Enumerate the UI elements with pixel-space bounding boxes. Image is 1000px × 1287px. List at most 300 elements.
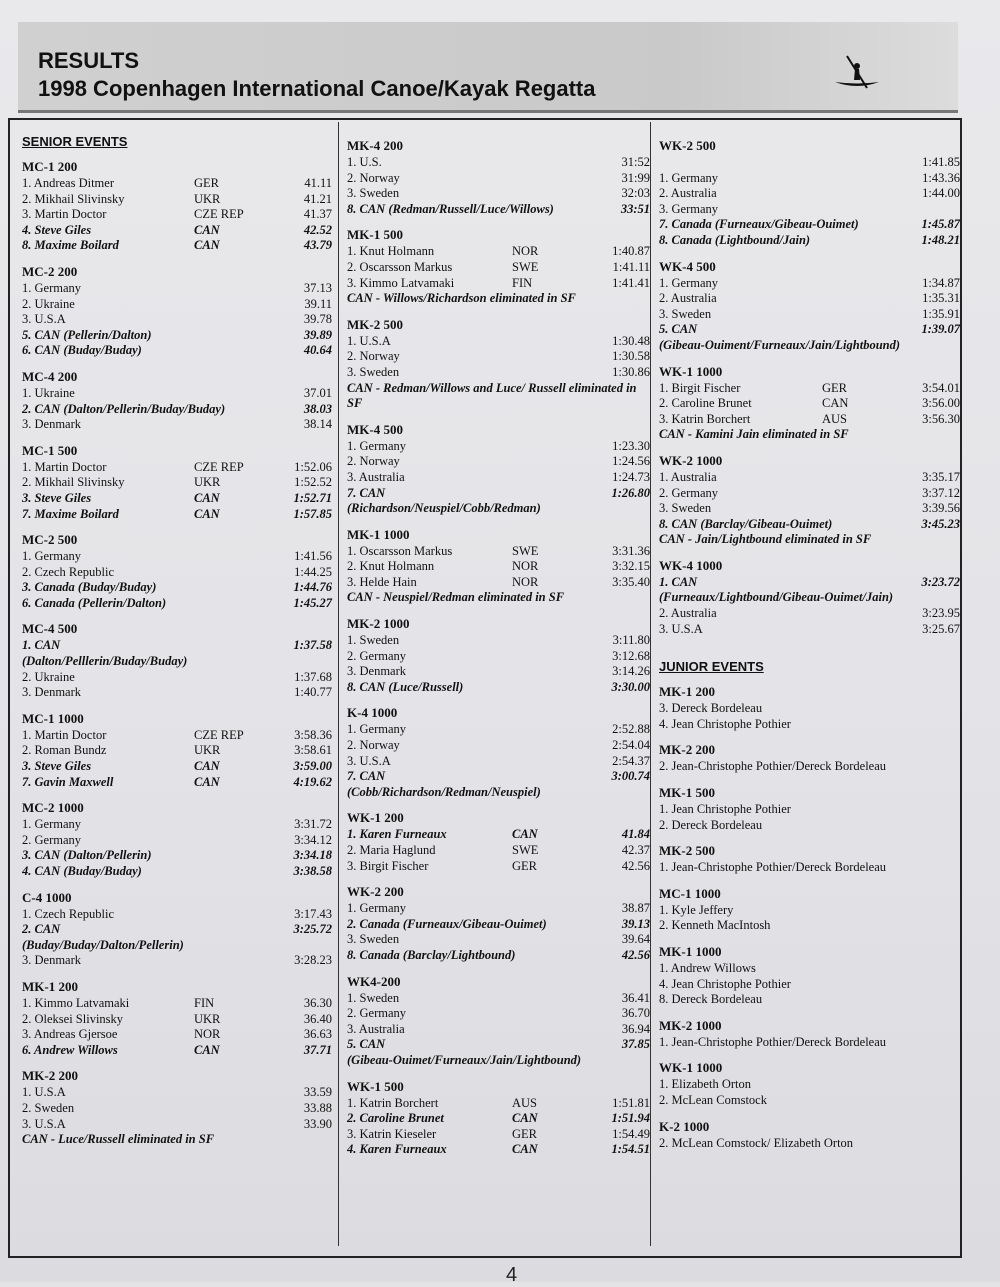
country-code: CAN (512, 1142, 538, 1157)
result-time: 3:58.61 (294, 743, 332, 758)
country-code: FIN (194, 995, 215, 1010)
competitor-name: 3. Sweden (347, 364, 400, 379)
competitor-name: 1. U.S.A (22, 1085, 66, 1100)
result-row (347, 633, 650, 649)
result-time: 39.78 (303, 312, 332, 327)
competitor-name: 2. CAN (22, 922, 61, 937)
result-row (347, 1096, 650, 1112)
result-row (347, 901, 650, 917)
result-row (347, 260, 650, 276)
competitor-name: (Furneaux/Lightbound/Gibeau-Ouimet/Jain) (659, 590, 894, 605)
competitor-name: (Richardson/Neuspiel/Cobb/Redman) (347, 501, 541, 516)
competitor-name: 2. Germany (659, 485, 719, 500)
event-title: WK-1 1000 (659, 363, 723, 379)
event-title: C-4 1000 (22, 889, 72, 905)
country-code: UKR (194, 1011, 221, 1026)
result-row (22, 953, 332, 969)
event-title: MK-4 200 (347, 138, 403, 153)
result-time: 1:24.73 (612, 469, 650, 484)
competitor-name: 8. CAN (Barclay/Gibeau-Ouimet) (659, 516, 833, 531)
result-row (659, 322, 960, 338)
result-time: 3:45.23 (921, 516, 960, 531)
competitor-name: 3. Denmark (347, 664, 407, 679)
event-title: WK-4 500 (659, 258, 716, 274)
competitor-name: 2. Canada (Furneaux/Gibeau-Ouimet) (347, 916, 547, 931)
competitor-name: 1. Knut Holmann (347, 244, 435, 259)
result-row (22, 343, 332, 359)
competitor-name: 3. Australia (347, 1021, 405, 1036)
competitor-name: 2. Dereck Bordeleau (659, 817, 763, 832)
competitor-name: 2. Caroline Brunet (347, 1111, 444, 1126)
result-row (347, 1053, 650, 1069)
competitor-name: 2. Knut Holmann (347, 559, 435, 574)
event-title: MK-1 200 (659, 684, 715, 700)
event-title: WK-1 200 (347, 810, 404, 826)
event-title: K-4 1000 (347, 705, 398, 721)
result-time: 3:35.17 (922, 469, 960, 484)
competitor-name (659, 155, 900, 171)
result-row (659, 903, 960, 919)
result-row (347, 754, 650, 770)
competitor-name: 3. Germany (659, 201, 719, 216)
competitor-name: 1. Jean-Christophe Pothier/Dereck Bordeleau (659, 860, 887, 875)
result-row (347, 738, 650, 754)
country-code: SWE (512, 843, 539, 857)
competitor-name: 2. McLean Comstock (659, 1092, 767, 1107)
event-block (659, 259, 960, 354)
competitor-name: 2. Kenneth MacIntosh (659, 918, 771, 933)
result-time: 1:41.56 (294, 549, 332, 564)
result-row (659, 233, 960, 249)
event-block (659, 785, 960, 833)
competitor-name: 2. Roman Bundz (22, 743, 107, 758)
page-number: 4 (506, 1264, 518, 1286)
result-row (659, 918, 960, 934)
competitor-name: 2. Czech Republic (22, 564, 114, 579)
event-title: MK-1 200 (22, 978, 78, 994)
results-column-3 (650, 122, 960, 1246)
result-row (347, 334, 650, 350)
competitor-name: 3. Dereck Bordeleau (659, 701, 763, 716)
competitor-name: 2. Norway (347, 454, 400, 469)
result-time: 36.41 (621, 990, 650, 1005)
result-time (900, 202, 960, 218)
elimination-note: CAN - Neuspiel/Redman eliminated in SF (347, 590, 565, 605)
competitor-name: 2. Australia (659, 606, 717, 621)
competitor-name: 2. Mikhail Slivinsky (22, 191, 125, 206)
country-code: CZE REP (194, 207, 244, 222)
country-code: UKR (194, 743, 221, 758)
event-title: MK-2 1000 (347, 616, 410, 632)
result-time: 1:40.77 (294, 685, 332, 700)
competitor-name: 1. Martin Doctor (22, 459, 107, 474)
event-title: WK-2 200 (347, 884, 404, 900)
country-code: CZE REP (194, 727, 244, 742)
competitor-name: 6. CAN (Buday/Buday) (22, 343, 142, 358)
result-time: 3:31.72 (294, 817, 332, 832)
result-time: 2:54.04 (612, 738, 650, 753)
event-title: MK-4 500 (347, 421, 403, 437)
result-time: 1:30.86 (612, 364, 650, 379)
result-row (659, 381, 960, 397)
competitor-name: 1. Germany (22, 549, 82, 564)
result-time: 3:34.18 (293, 848, 332, 863)
result-row (22, 281, 332, 297)
result-time: 3:00.74 (611, 769, 650, 784)
competitor-name: 1. U.S.A (347, 333, 391, 348)
event-title: MK-1 1000 (347, 526, 410, 542)
result-time: 1:24.56 (612, 454, 650, 469)
competitor-name: 3. Sweden (659, 306, 712, 321)
event-title: WK-2 1000 (659, 452, 723, 468)
result-row (347, 186, 650, 202)
competitor-name: 3. Katrin Kieseler (347, 1126, 437, 1141)
competitor-name: 3. Denmark (22, 953, 82, 968)
country-code: CAN (194, 774, 220, 789)
event-block (347, 138, 650, 217)
result-row (347, 722, 650, 738)
competitor-name: (Gibeau-Ouimet/Furneaux/Jain/Lightbound) (347, 1052, 582, 1067)
competitor-name: 7. Gavin Maxwell (22, 774, 114, 789)
result-time: 1:30.48 (612, 333, 650, 348)
result-row (22, 1101, 332, 1117)
competitor-name: 2. Ukraine (22, 669, 75, 684)
kayaker-icon (833, 52, 881, 92)
result-time: 3:56.00 (922, 396, 960, 411)
result-row (22, 685, 332, 701)
competitor-name: 1. Germany (347, 722, 407, 737)
country-code: CAN (822, 396, 849, 411)
result-time: 42.56 (621, 858, 650, 873)
result-time: 38.14 (303, 417, 332, 432)
event-block (659, 1119, 960, 1152)
results-column-1 (22, 122, 332, 1246)
event-block (22, 443, 332, 522)
result-row (22, 176, 332, 192)
competitor-name: 1. Sweden (347, 633, 400, 648)
result-time: 36.63 (303, 1027, 332, 1042)
result-row (347, 559, 650, 575)
competitor-name: 2. CAN (Dalton/Pellerin/Buday/Buday) (22, 401, 226, 416)
event-block (659, 138, 960, 249)
result-row (347, 1142, 650, 1158)
result-time: 3:56.30 (922, 411, 960, 426)
competitor-name: (Cobb/Richardson/Redman/Neuspiel) (347, 784, 541, 799)
result-time: 42.56 (621, 947, 650, 962)
result-row (659, 470, 960, 486)
competitor-name: 1. Germany (22, 817, 82, 832)
country-code: NOR (512, 559, 539, 574)
result-row (347, 171, 650, 187)
country-code: CAN (194, 490, 220, 505)
result-row (347, 991, 650, 1007)
result-row (22, 417, 332, 433)
header-title: RESULTS (38, 48, 140, 73)
result-row (659, 307, 960, 323)
result-time: 2:54.37 (612, 753, 650, 768)
result-row (347, 544, 650, 560)
competitor-name: 8. Canada (Barclay/Lightbound) (347, 947, 516, 962)
result-row (22, 596, 332, 612)
competitor-name: 2. Germany (22, 832, 82, 847)
competitor-name: 7. CAN (347, 769, 386, 784)
competitor-name: 3. Denmark (22, 417, 82, 432)
result-row (347, 785, 650, 801)
country-code: NOR (194, 1027, 221, 1042)
event-title: MC-1 500 (22, 442, 78, 458)
result-row (22, 728, 332, 744)
competitor-name: 2. Germany (347, 648, 407, 663)
competitor-name: 1. Karen Furneaux (347, 827, 447, 842)
event-title: WK-2 500 (659, 138, 716, 153)
result-time: 3:23.72 (921, 574, 960, 589)
result-row (22, 312, 332, 328)
country-code: AUS (512, 1095, 538, 1110)
result-row (659, 818, 960, 834)
country-code: UKR (194, 475, 221, 490)
result-row (22, 833, 332, 849)
competitor-name: 3. Sweden (347, 186, 400, 201)
result-time: 2:52.88 (612, 722, 650, 737)
result-time: 3:17.43 (294, 906, 332, 921)
result-row (659, 291, 960, 307)
result-row (659, 486, 960, 502)
result-time: 36.30 (303, 995, 332, 1010)
result-row (659, 590, 960, 606)
result-time: 1:51.81 (612, 1095, 650, 1110)
result-time: 37.13 (303, 280, 332, 295)
event-block (22, 800, 332, 879)
competitor-name: 3. Kimmo Latvamaki (347, 275, 455, 290)
result-time: 42.37 (621, 843, 650, 857)
result-row (22, 192, 332, 208)
result-time: 40.64 (303, 343, 332, 358)
result-row (22, 938, 332, 954)
result-row (22, 1085, 332, 1101)
competitor-name: 1. U.S. (347, 155, 382, 169)
event-block (659, 886, 960, 934)
result-row (22, 460, 332, 476)
results-column-2 (338, 122, 650, 1246)
competitor-name: 5. CAN (Pellerin/Dalton) (22, 327, 152, 342)
event-block (347, 810, 650, 874)
result-row (659, 802, 960, 818)
result-time: 3:14.26 (612, 664, 650, 679)
result-row (659, 992, 960, 1008)
competitor-name: 1. Martin Doctor (22, 727, 107, 742)
competitor-name: (Dalton/Pelllerin/Buday/Buday) (22, 654, 188, 669)
event-title: MC-2 500 (22, 532, 78, 548)
result-row (347, 155, 650, 171)
result-time: 3:31.36 (612, 543, 650, 558)
result-time: 3:30.00 (611, 679, 650, 694)
result-time: 41.37 (303, 207, 332, 222)
event-block (659, 843, 960, 876)
result-time: 31:52 (621, 155, 650, 169)
event-title: MC-4 200 (22, 368, 78, 384)
result-row (347, 1037, 650, 1053)
event-title: MK-2 500 (347, 316, 403, 332)
result-time: 41.84 (621, 827, 650, 842)
result-row (22, 386, 332, 402)
competitor-name: 3. Denmark (22, 685, 82, 700)
competitor-name: 3. Katrin Borchert (659, 411, 751, 426)
competitor-name: 3. Sweden (347, 932, 400, 947)
result-time: 1:54.49 (612, 1126, 650, 1141)
country-code: CAN (194, 238, 220, 253)
competitor-name: 2. Australia (659, 291, 717, 306)
result-row (22, 1027, 332, 1043)
result-row (347, 454, 650, 470)
result-time: 1:39.07 (921, 322, 960, 337)
event-block (659, 684, 960, 732)
competitor-name: 1. Kimmo Latvamaki (22, 995, 130, 1010)
result-row (659, 155, 960, 171)
result-row (659, 1077, 960, 1093)
competitor-name: 4. Steve Giles (22, 222, 92, 237)
result-time: 33.90 (303, 1116, 332, 1131)
competitor-name: 1. Birgit Fischer (659, 380, 741, 395)
result-row (22, 507, 332, 523)
result-time: 3:28.23 (294, 953, 332, 968)
country-code: UKR (194, 191, 221, 206)
result-row (347, 827, 650, 843)
result-time: 1:37.58 (293, 638, 332, 653)
country-code: CAN (512, 827, 538, 842)
country-code: SWE (512, 543, 539, 558)
result-time: 1:34.87 (922, 275, 960, 290)
result-time: 1:54.51 (611, 1142, 650, 1157)
result-time: 1:30.58 (612, 349, 650, 364)
competitor-name: 1. CAN (22, 638, 61, 653)
competitor-name: 3. U.S.A (659, 621, 703, 636)
result-time: 3:37.12 (922, 485, 960, 500)
event-title: MC-1 1000 (659, 885, 721, 901)
result-row (22, 907, 332, 923)
competitor-name: 3. Andreas Gjersoe (22, 1027, 118, 1042)
competitor-name: 3. Canada (Buday/Buday) (22, 580, 157, 595)
competitor-name: 3. U.S.A (22, 1116, 66, 1131)
result-row (22, 670, 332, 686)
competitor-name: 2. Sweden (22, 1100, 75, 1115)
result-row (347, 470, 650, 486)
result-time: 1:51.94 (611, 1111, 650, 1126)
event-title: MK-1 1000 (659, 944, 722, 959)
result-row (347, 1022, 650, 1038)
result-row (659, 501, 960, 517)
result-time: 39.13 (621, 916, 650, 931)
result-row (659, 1035, 960, 1051)
event-title: WK-4 1000 (659, 557, 723, 573)
event-block (347, 616, 650, 695)
event-title: MC-1 1000 (22, 710, 84, 726)
competitor-name: 2. Norway (347, 349, 400, 364)
competitor-name: 1. Elizabeth Orton (659, 1077, 751, 1092)
result-time: 38.03 (303, 401, 332, 416)
result-time: 1:44.25 (294, 564, 332, 579)
competitor-name: 1. Czech Republic (22, 906, 114, 921)
competitor-name: 2. Australia (659, 186, 717, 201)
result-time: 3:34.12 (294, 832, 332, 847)
result-time: 33.88 (303, 1100, 332, 1115)
result-time: 33:51 (620, 201, 650, 216)
result-row (22, 580, 332, 596)
result-time: 1:52.71 (293, 490, 332, 505)
competitor-name: 3. U.S.A (347, 753, 391, 768)
result-row (347, 575, 650, 591)
result-time: 1:40.87 (612, 244, 650, 259)
result-row (22, 402, 332, 418)
competitor-name: 8. Canada (Lightbound/Jain) (659, 232, 811, 247)
event-title: WK-1 500 (347, 1078, 404, 1094)
result-row (659, 171, 960, 187)
result-time: 1:41.11 (612, 259, 650, 274)
event-block (22, 621, 332, 700)
result-row (659, 622, 960, 638)
country-code: CAN (194, 506, 220, 521)
competitor-name: 1. Jean Christophe Pothier (659, 802, 791, 817)
result-row (22, 223, 332, 239)
result-time: 31:99 (621, 170, 650, 185)
event-title: MC-2 200 (22, 263, 78, 279)
result-time: 37.01 (303, 385, 332, 400)
result-time: 1:52.06 (294, 459, 332, 474)
result-time: 42.52 (303, 222, 332, 237)
result-row (22, 1012, 332, 1028)
event-block (347, 884, 650, 963)
event-title: MK-2 500 (659, 843, 715, 859)
competitor-name: 5. CAN (347, 1037, 386, 1052)
country-code: CAN (194, 222, 220, 237)
elimination-note: CAN - Kamini Jain eliminated in SF (659, 427, 849, 442)
competitor-name: 7. Canada (Furneaux/Gibeau-Ouimet) (659, 217, 859, 232)
country-code: GER (822, 380, 847, 395)
result-row (347, 349, 650, 365)
competitor-name: 1. Australia (659, 469, 717, 484)
event-block (22, 979, 332, 1058)
result-row (347, 680, 650, 696)
result-time: 41.11 (304, 176, 332, 190)
result-time: 36.94 (621, 1021, 650, 1036)
result-time: 43.79 (303, 238, 332, 253)
result-row (22, 491, 332, 507)
competitor-name: (Gibeau-Ouiment/Furneaux/Jain/Lightbound) (659, 337, 901, 352)
competitor-name: 1. Kyle Jeffery (659, 902, 734, 917)
competitor-name: 1. Sweden (347, 990, 400, 1005)
result-row (659, 717, 960, 733)
result-row (347, 664, 650, 680)
header-banner (18, 22, 958, 113)
result-time: 3:58.36 (294, 727, 332, 742)
competitor-name: 2. Norway (347, 738, 400, 753)
result-time: 1:44.00 (922, 186, 960, 201)
competitor-name: 2. Norway (347, 170, 400, 185)
result-time: 1:35.91 (922, 306, 960, 321)
competitor-name: 8. CAN (Redman/Russell/Luce/Willows) (347, 201, 554, 216)
result-time: 33.59 (303, 1085, 332, 1100)
event-title: MK-2 200 (22, 1068, 78, 1084)
country-code: CAN (512, 1111, 538, 1126)
result-row (659, 186, 960, 202)
competitor-name: 7. CAN (347, 485, 386, 500)
competitor-name: 3. Steve Giles (22, 759, 92, 774)
competitor-name: 4. Jean Christophe Pothier (659, 976, 791, 991)
result-row (347, 501, 650, 517)
event-title: MC-4 500 (22, 621, 78, 637)
result-row (659, 396, 960, 412)
event-block (347, 705, 650, 800)
competitor-name: 3. Steve Giles (22, 490, 92, 505)
